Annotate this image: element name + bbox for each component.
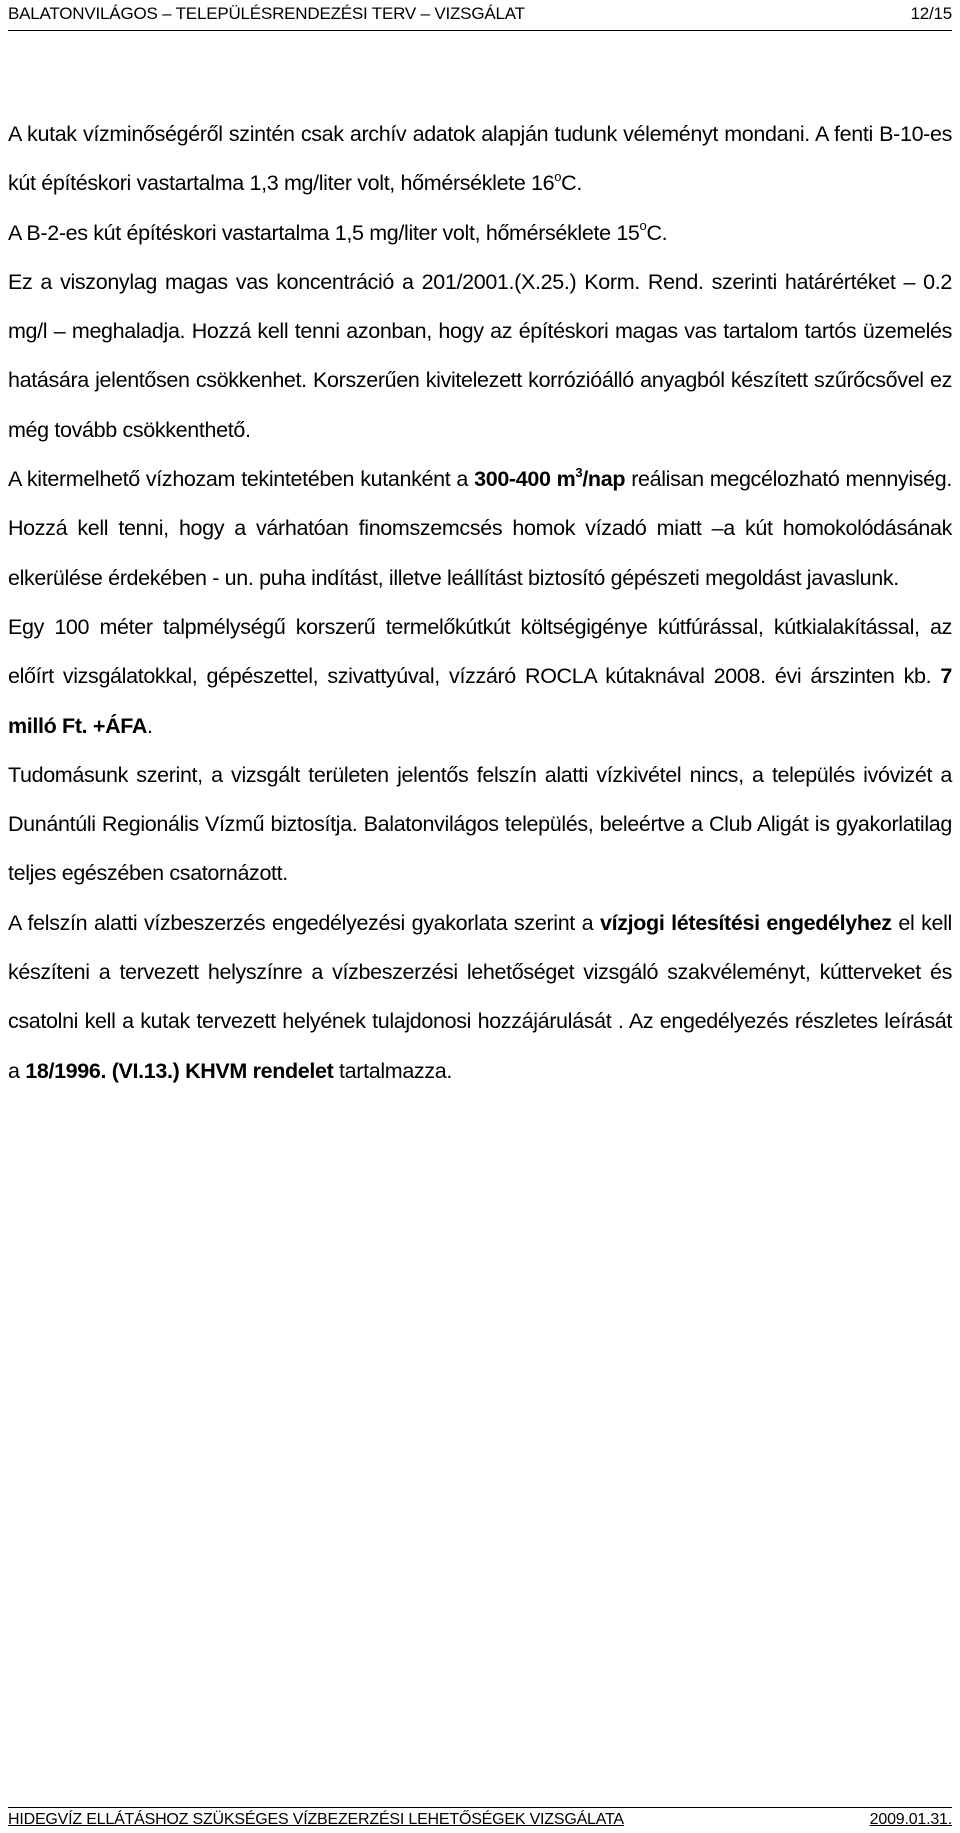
document-body: [8, 110, 952, 1096]
paragraph-iron-concentration: Ez a viszonylag magas vas koncentráció a 201/2001.(X.25.) Korm. Rend. szerinti határértéket – 0.2 mg/l – meghaladja. Hozzá kell tenni azonban, hogy az építéskori magas vas tartalom tartós üzemelés hatására jelentősen csökkenhet. Korszerűen kivitelezett korrózióálló anyagból készített szűrőcsővel ez még tovább csökkenthető.: [8, 269, 952, 442]
permit-term: vízjogi létesítési engedélyhez: [600, 910, 892, 935]
regulation-reference: 18/1996. (VI.13.) KHVM rendelet: [25, 1058, 334, 1083]
degree-superscript: o: [554, 169, 562, 185]
paragraph-text: A B-2-es kút építéskori vastartalma 1,5 mg/liter volt, hőmérséklete 15: [8, 220, 640, 245]
paragraph-text: Egy 100 méter talpmélységű korszerű termelőkútkút költségigénye kútfúrással, kútkialakítással, az előírt vizsgálatokkal, gépészettel, szivattyúval, vízzáró ROCLA kútaknával 2008. évi árszinten kb.: [8, 614, 952, 689]
yield-value: 300-400 m: [474, 467, 576, 492]
paragraph-water-supply: Tudomásunk szerint, a vizsgált területen jelentős felszín alatti vízkivétel nincs, a település ivóvizét a Dunántúli Regionális Vízmű biztosítja. Balatonvilágos település, beleértve a Club Aligát is gyakorlatilag teljes egészében csatornázott.: [8, 762, 952, 886]
footer-title: HIDEGVÍZ ELLÁTÁSHOZ SZÜKSÉGES VÍZBEZERZÉSI LEHETŐSÉGEK VIZSGÁLATA: [8, 1811, 624, 1828]
paragraph-text: C.: [561, 171, 582, 196]
paragraph-water-quality: [8, 110, 952, 209]
paragraph-text: C.: [646, 220, 668, 245]
cubic-superscript: 3: [575, 464, 583, 480]
paragraph-text: tartalmazza.: [333, 1058, 452, 1083]
cost-value: 7 milló Ft. +ÁFA: [8, 664, 952, 738]
paragraph-text: reálisan megcélozható mennyiség. Hozzá kell tenni, hogy a várhatóan finomszemcsés homok vízadó miatt –a kút homokolódásának elkerülése érdekében - un. puha indítást, illetve leállítást biztosító gépészeti megoldást javaslunk.: [8, 467, 952, 590]
paragraph-text: A felszín alatti vízbeszerzés engedélyezési gyakorlata szerint a: [8, 910, 600, 935]
header-title: BALATONVILÁGOS – TELEPÜLÉSRENDEZÉSI TERV – VIZSGÁLAT: [8, 4, 525, 23]
page-header: [8, 0, 952, 31]
paragraph-b2-well: [8, 209, 952, 258]
paragraph-text: el kell készíteni a tervezett helyszínre a vízbeszerzési lehetőséget vizsgáló szakvéleményt, kútterveket és csatolni kell a kutak tervezett helyének tulajdonosi hozzájárulását . Az engedélyezés részletes leírását a: [8, 910, 952, 1083]
header-page-number: 12/15: [910, 4, 952, 23]
paragraph-text: A kutak vízminőségéről szintén csak archív adatok alapján tudunk véleményt mondani. A fenti B-10-es kút építéskori vastartalma 1,3 mg/liter volt, hőmérséklete 16: [8, 122, 952, 196]
degree-superscript: o: [639, 218, 647, 234]
yield-unit: /nap: [582, 467, 626, 492]
footer-date: 2009.01.31.: [869, 1811, 952, 1828]
paragraph-yield: [8, 455, 952, 603]
paragraph-text: A kitermelhető vízhozam tekintetében kutanként a: [8, 467, 475, 492]
paragraph-text: .: [147, 713, 153, 738]
page-footer: [8, 1807, 952, 1832]
paragraph-permit: [8, 899, 952, 1096]
paragraph-cost: [8, 603, 952, 751]
